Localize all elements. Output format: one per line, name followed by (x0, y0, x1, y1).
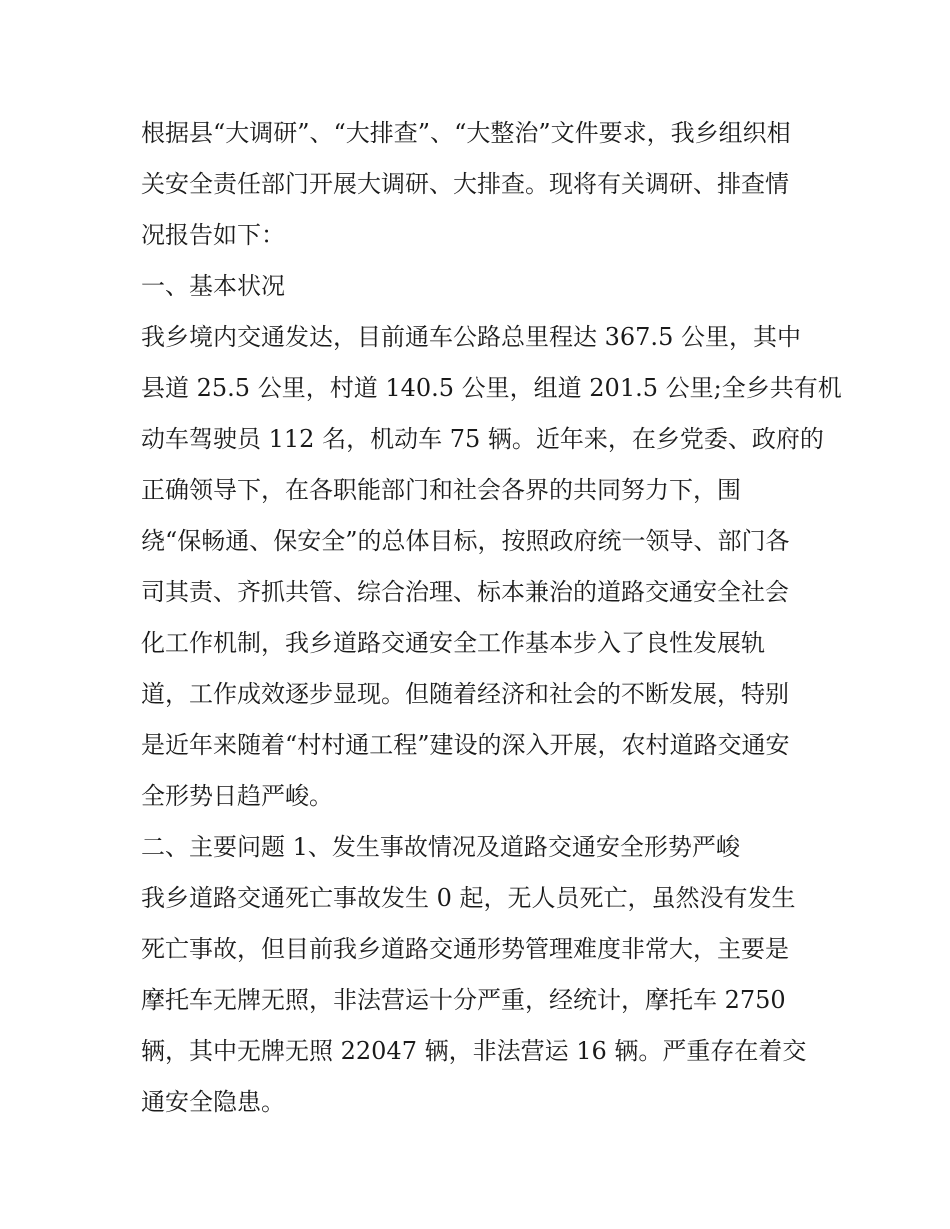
text-line: 是近年来随着“村村通工程”建设的深入开展，农村道路交通安 (141, 731, 790, 759)
text-line: 况报告如下： (141, 221, 285, 249)
text-line: 道，工作成效逐步显现。但随着经济和社会的不断发展，特别 (141, 680, 789, 708)
report-body (141, 108, 842, 1128)
text-line: 我乡境内交通发达，目前通车公路总里程达 367.5 公里，其中 (141, 323, 801, 351)
text-line: 司其责、齐抓共管、综合治理、标本兼治的道路交通安全社会 (141, 578, 789, 606)
text-line: 动车驾驶员 112 名，机动车 75 辆。近年来，在乡党委、政府的 (141, 425, 824, 453)
text-line: 通安全隐患。 (141, 1088, 285, 1116)
text-line: 根据县“大调研”、“大排查”、“大整治”文件要求，我乡组织相 (141, 119, 791, 147)
text-line: 关安全责任部门开展大调研、大排查。现将有关调研、排查情 (141, 170, 789, 198)
text-line: 全形势日趋严峻。 (141, 782, 333, 810)
text-line: 正确领导下，在各职能部门和社会各界的共同努力下，围 (141, 476, 741, 504)
section-heading-main-problems: 二、主要问题 1、发生事故情况及道路交通安全形势严峻 (141, 833, 740, 861)
section-heading-basic-status: 一、基本状况 (141, 272, 285, 300)
text-line: 辆，其中无牌无照 22047 辆，非法营运 16 辆。严重存在着交 (141, 1037, 807, 1065)
text-line: 绕“保畅通、保安全”的总体目标，按照政府统一领导、部门各 (141, 527, 790, 555)
text-line: 死亡事故，但目前我乡道路交通形势管理难度非常大，主要是 (141, 935, 789, 963)
text-line: 化工作机制，我乡道路交通安全工作基本步入了良性发展轨 (141, 629, 765, 657)
text-line: 县道 25.5 公里，村道 140.5 公里，组道 201.5 公里;全乡共有机 (141, 374, 842, 402)
text-line: 我乡道路交通死亡事故发生 0 起，无人员死亡，虽然没有发生 (141, 884, 796, 912)
text-line: 摩托车无牌无照，非法营运十分严重，经统计，摩托车 2750 (141, 986, 786, 1014)
